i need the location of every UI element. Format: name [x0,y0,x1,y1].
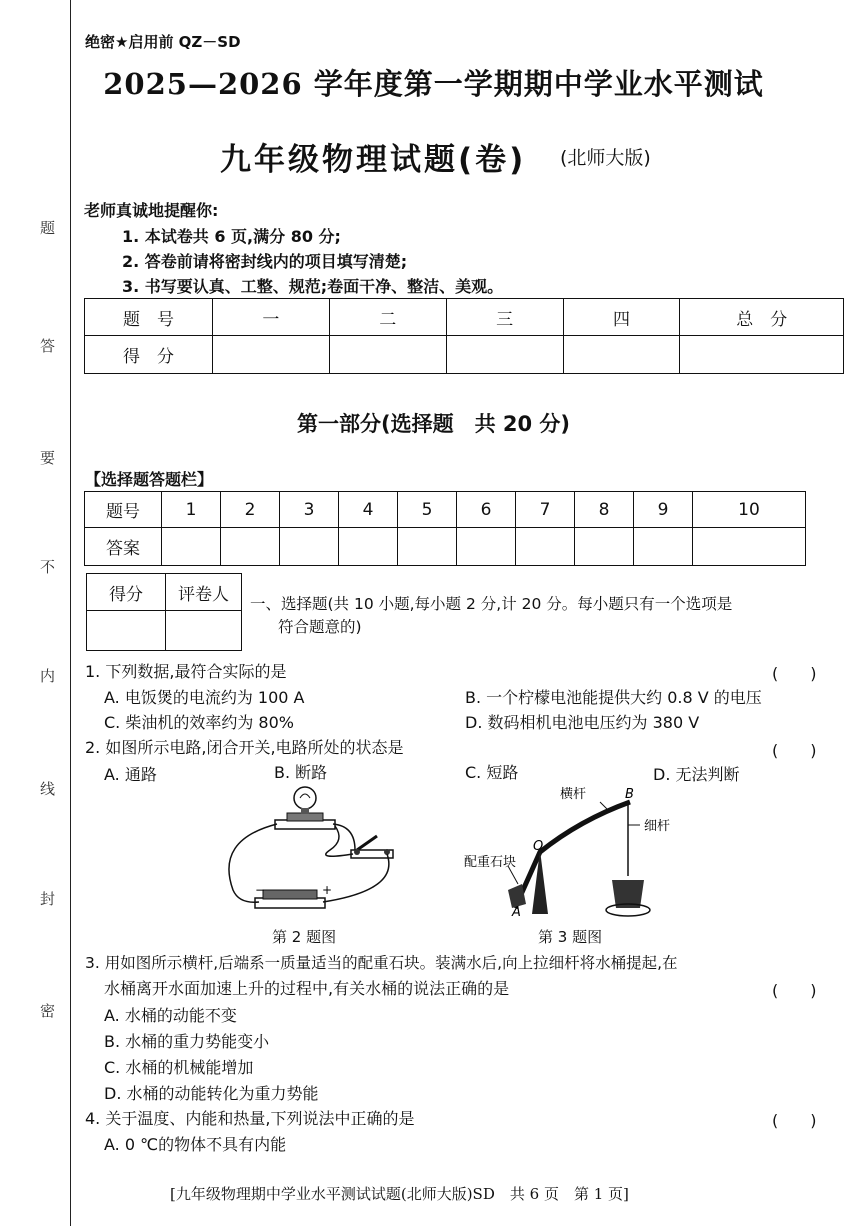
score-row-label: 得 分 [85,336,213,374]
grader-reviewer-cell[interactable] [166,611,242,651]
answer-table [84,491,806,566]
question-number: 7 [516,492,575,528]
answer-cell[interactable] [398,528,457,566]
answer-cell[interactable] [221,528,280,566]
grader-table [86,573,242,651]
question-number: 1 [162,492,221,528]
grader-reviewer-label: 评卷人 [166,574,242,611]
question-number: 10 [693,492,806,528]
answer-paren[interactable]: ( ) [772,664,817,683]
score-table-header: 三 [446,299,563,336]
question-number: 6 [457,492,516,528]
part-title: 第一部分(选择题 共 20 分) [296,412,571,436]
point-b-label: B [625,787,634,802]
answer-paren[interactable]: ( ) [772,981,817,1000]
grader-score-label: 得分 [87,574,166,611]
circuit-figure [215,780,415,920]
reminder-heading: 老师真诚地提醒你: [84,201,219,220]
score-table-header: 一 [212,299,329,336]
score-table-header: 总 分 [680,299,844,336]
question-number: 4 [339,492,398,528]
option: D. 数码相机电池电压约为 380 V [465,713,700,732]
exam-subtitle: 九年级物理试题(卷) [220,142,527,178]
svg-text:−: − [255,883,266,897]
reminder-item: 2. 答卷前请将密封线内的项目填写清楚; [122,252,408,271]
option: C. 水桶的机械能增加 [104,1058,254,1077]
option: B. 一个柠檬电池能提供大约 0.8 V 的电压 [465,688,762,707]
question-number: 9 [634,492,693,528]
question-stem: 4. 关于温度、内能和热量,下列说法中正确的是 [85,1109,415,1128]
edition-label: (北师大版) [560,147,651,169]
seal-char: 不 [40,558,56,576]
seal-char: 答 [40,337,56,355]
option: A. 通路 [104,765,157,784]
question-number: 3 [280,492,339,528]
seal-char: 密 [40,1002,56,1020]
answer-table-label: 答案 [85,528,162,566]
question-stem: 2. 如图所示电路,闭合开关,电路所处的状态是 [85,738,404,757]
answer-cell[interactable] [693,528,806,566]
answer-paren[interactable]: ( ) [772,1111,817,1130]
score-cell[interactable] [329,336,446,374]
rod-label: 细杆 [644,819,670,834]
answer-paren[interactable]: ( ) [772,741,817,760]
stone-label: 配重石块 [464,855,517,870]
point-o-label: O [533,839,544,854]
answer-cell[interactable] [457,528,516,566]
answer-cell[interactable] [280,528,339,566]
score-cell[interactable] [446,336,563,374]
answer-cell[interactable] [634,528,693,566]
grader-score-cell[interactable] [87,611,166,651]
lever-figure [460,780,670,920]
question-number: 2 [221,492,280,528]
option: D. 水桶的动能转化为重力势能 [104,1084,319,1103]
option: A. 电饭煲的电流约为 100 A [104,688,305,707]
question-stem: 水桶离开水面加速上升的过程中,有关水桶的说法正确的是 [104,979,510,998]
option: B. 断路 [274,763,328,782]
section-intro: 一、选择题(共 10 小题,每小题 2 分,计 20 分。每小题只有一个选项是 [250,595,733,613]
score-cell[interactable] [680,336,844,374]
figure-caption: 第 3 题图 [538,928,603,946]
figure-caption: 第 2 题图 [272,928,337,946]
answer-cell[interactable] [575,528,634,566]
question-number: 5 [398,492,457,528]
page-footer: [九年级物理期中学业水平测试试题(北师大版)SD 共 6 页 第 1 页] [170,1185,629,1203]
lever-label: 横杆 [560,787,587,802]
section-intro: 符合题意的) [278,618,362,636]
score-table-header: 二 [329,299,446,336]
option: D. 无法判断 [653,765,740,784]
svg-text:+: + [322,883,333,897]
score-cell[interactable] [563,336,680,374]
answer-bar-label: 【选择题答题栏】 [85,470,214,489]
score-table [84,298,844,374]
seal-line [70,0,71,1226]
option: A. 0 ℃的物体不具有内能 [104,1135,287,1154]
answer-table-label: 题号 [85,492,162,528]
secret-label: 绝密★启用前 QZ－SD [85,33,241,51]
point-a-label: A [512,905,521,920]
seal-char: 内 [40,667,56,685]
seal-char: 封 [40,890,56,908]
score-table-header: 四 [563,299,680,336]
answer-cell[interactable] [162,528,221,566]
seal-char: 题 [40,219,56,237]
answer-cell[interactable] [339,528,398,566]
option: A. 水桶的动能不变 [104,1006,237,1025]
reminder-item: 3. 书写要认真、工整、规范;卷面干净、整洁、美观。 [122,277,504,296]
seal-char: 要 [40,449,56,467]
seal-char: 线 [40,780,56,798]
question-number: 8 [575,492,634,528]
reminder-item: 1. 本试卷共 6 页,满分 80 分; [122,227,341,246]
question-stem: 1. 下列数据,最符合实际的是 [85,662,287,681]
question-stem: 3. 用如图所示横杆,后端系一质量适当的配重石块。装满水后,向上拉细杆将水桶提起,在 [85,954,678,972]
option: B. 水桶的重力势能变小 [104,1032,270,1051]
exam-title: 2025—2026 学年度第一学期期中学业水平测试 [103,67,764,101]
score-cell[interactable] [212,336,329,374]
score-table-header: 题 号 [85,299,213,336]
answer-cell[interactable] [516,528,575,566]
option: C. 柴油机的效率约为 80% [104,713,294,732]
option: C. 短路 [465,763,519,782]
